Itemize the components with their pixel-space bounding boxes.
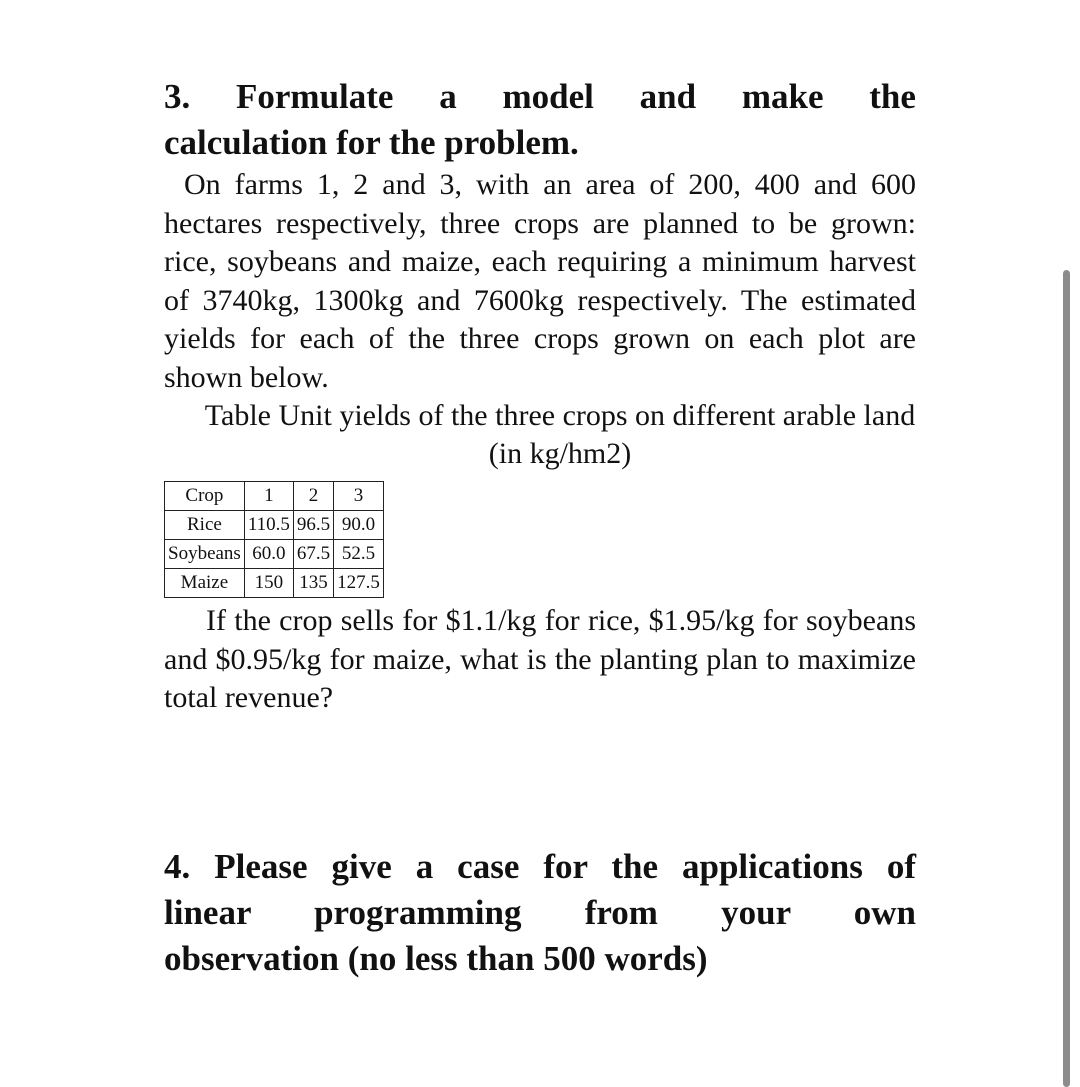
document-page [164,74,916,982]
table-cell: 52.5 [334,540,384,569]
heading-word: a [439,77,457,116]
table-cell: 110.5 [244,511,293,540]
heading-word: Formulate [236,77,394,116]
table-cell: 150 [244,569,293,598]
table-header-cell: Crop [165,482,245,511]
table-header-cell: 1 [244,482,293,511]
table-cell: 135 [293,569,333,598]
question-4-line-1: 4. Please give a case for the applications of [164,846,916,886]
table-header-cell: 2 [293,482,333,511]
heading-word: model [502,77,594,116]
heading-word: the [869,77,916,116]
table-cell: 127.5 [334,569,384,598]
table-caption: Table Unit yields of the three crops on different arable land (in kg/hm2) [204,399,916,470]
question-4-heading [164,844,916,982]
table-cell: Rice [165,511,245,540]
table-cell: Maize [165,569,245,598]
table-cell: 90.0 [334,511,384,540]
table-cell: 60.0 [244,540,293,569]
table-cell: 96.5 [293,511,333,540]
question-3-paragraph: On farms 1, 2 and 3, with an area of 200, 400 and 600 hectares respectively, three crops are planned to be grown: rice, soybeans and maize, each requiring a minimum harvest of 3740kg, 1300kg and 7600kg respectively. The estimated yields for each of the three crops grown on each plot are shown below. [164,168,916,394]
heading-word: make [741,77,824,116]
table-row [165,569,384,598]
table-row [165,540,384,569]
question-4-line-2: linear programming from your own [164,892,916,932]
heading-word: and [639,77,697,116]
table-header-cell: 3 [334,482,384,511]
yield-table [164,481,384,598]
question-3-heading-line-2: calculation for the problem. [164,123,579,162]
heading-word: 3. [164,77,191,116]
table-cell: 67.5 [293,540,333,569]
question-3-heading-line-1 [164,74,916,120]
vertical-scrollbar[interactable] [1063,270,1070,1087]
question-3-heading [164,74,916,166]
question-3-question: If the crop sells for $1.1/kg for rice, $1.95/kg for soybeans and $0.95/kg for maize, what is the planting plan to maximize total revenue? [164,604,916,714]
question-4-line-3: observation (no less than 500 words) [164,938,708,978]
table-cell: Soybeans [165,540,245,569]
table-header-row [165,482,384,511]
table-row [165,511,384,540]
